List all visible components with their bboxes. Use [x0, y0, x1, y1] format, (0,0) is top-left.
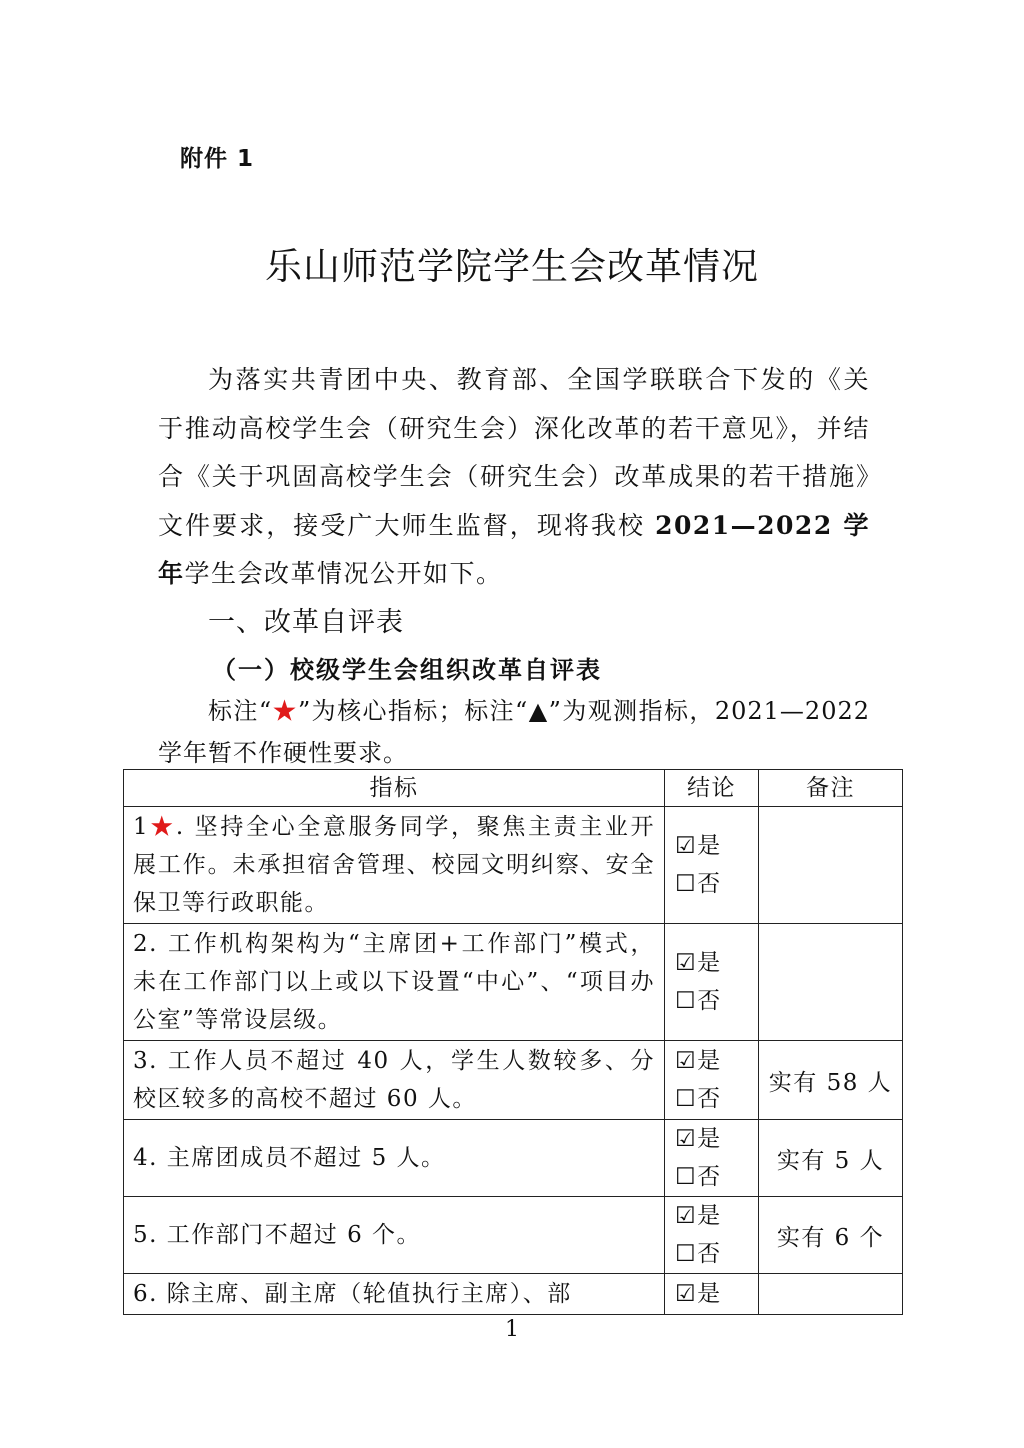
indicator-cell — [124, 807, 665, 924]
indicator-number: 6. — [133, 1281, 158, 1307]
indicator-cell — [124, 1197, 665, 1274]
unchecked-no-option: ☐否 — [675, 1086, 722, 1112]
self-evaluation-table — [123, 769, 903, 1315]
table-row — [124, 1274, 903, 1315]
conclusion-cell — [665, 1274, 759, 1315]
table-row — [124, 1197, 903, 1274]
remark-cell — [759, 924, 903, 1041]
unchecked-no-option: ☐否 — [675, 1164, 722, 1190]
page-number: 1 — [505, 1317, 519, 1342]
table-row — [124, 1041, 903, 1120]
legend-note-part2: ”为核心指标；标注“▲”为观测指标，2021—2022 学年暂不作硬性要求。 — [158, 697, 871, 767]
checked-yes-option: ☑是 — [675, 1048, 722, 1074]
checked-yes-option: ☑是 — [675, 1281, 722, 1307]
indicator-text: 除主席、副主席（轮值执行主席）、部 — [157, 1281, 572, 1307]
conclusion-cell — [665, 1120, 759, 1197]
header-indicator: 指标 — [124, 770, 665, 807]
table-header-row — [124, 770, 903, 807]
indicator-number: 4. — [133, 1145, 158, 1171]
indicator-text: 工作人员不超过 40 人，学生人数较多、分校区较多的高校不超过 60 人。 — [133, 1048, 655, 1112]
intro-bold-year: 2021—2022 学年 — [158, 510, 870, 588]
table-row — [124, 1120, 903, 1197]
remark-cell — [759, 1274, 903, 1315]
indicator-cell — [124, 1041, 665, 1120]
intro-text-end: 学生会改革情况公开如下。 — [184, 559, 503, 588]
unchecked-no-option: ☐否 — [675, 871, 722, 897]
header-conclusion: 结论 — [665, 770, 759, 807]
intro-paragraph — [158, 356, 870, 599]
legend-note — [158, 690, 870, 774]
conclusion-cell — [665, 1197, 759, 1274]
indicator-number: 2. — [133, 931, 158, 957]
indicator-cell — [124, 1120, 665, 1197]
attachment-label: 附件 1 — [180, 146, 255, 172]
remark-cell: 实有 6 个 — [759, 1197, 903, 1274]
unchecked-no-option: ☐否 — [675, 988, 722, 1014]
subsection-heading: （一）校级学生会组织改革自评表 — [212, 656, 602, 684]
conclusion-cell — [665, 924, 759, 1041]
legend-note-part1: 标注“ — [208, 697, 273, 725]
indicator-text: 工作机构架构为“主席团+工作部门”模式，未在工作部门以上或以下设置“中心”、“项目办公室”等常设层级。 — [133, 931, 655, 1033]
star-icon: ★ — [149, 814, 176, 840]
conclusion-cell — [665, 1041, 759, 1120]
indicator-text: . 坚持全心全意服务同学，聚焦主责主业开展工作。未承担宿舍管理、校园文明纠察、安全保卫等行政职能。 — [133, 814, 656, 916]
indicator-number: 3. — [133, 1048, 158, 1074]
checked-yes-option: ☑是 — [675, 1203, 722, 1229]
header-remark: 备注 — [759, 770, 903, 807]
indicator-number: 1 — [133, 814, 150, 840]
document-title: 乐山师范学院学生会改革情况 — [265, 245, 759, 288]
star-icon: ★ — [272, 697, 298, 725]
section-heading: 一、改革自评表 — [208, 607, 404, 638]
unchecked-no-option: ☐否 — [675, 1241, 722, 1267]
indicator-text: 主席团成员不超过 5 人。 — [157, 1145, 446, 1171]
remark-cell — [759, 807, 903, 924]
table-row — [124, 807, 903, 924]
conclusion-cell — [665, 807, 759, 924]
indicator-text: 工作部门不超过 6 个。 — [157, 1222, 422, 1248]
indicator-cell — [124, 924, 665, 1041]
indicator-number: 5. — [133, 1222, 158, 1248]
remark-cell: 实有 58 人 — [759, 1041, 903, 1120]
checked-yes-option: ☑是 — [675, 1126, 722, 1152]
remark-cell: 实有 5 人 — [759, 1120, 903, 1197]
checked-yes-option: ☑是 — [675, 833, 722, 859]
intro-text: 为落实共青团中央、教育部、全国学联联合下发的《关于推动高校学生会（研究生会）深化改革的若干意见》，并结合《关于巩固高校学生会（研究生会）改革成果的若干措施》文件要求，接受广大师生监督，现将我校 — [158, 365, 870, 540]
checked-yes-option: ☑是 — [675, 950, 722, 976]
table-row — [124, 924, 903, 1041]
indicator-cell — [124, 1274, 665, 1315]
